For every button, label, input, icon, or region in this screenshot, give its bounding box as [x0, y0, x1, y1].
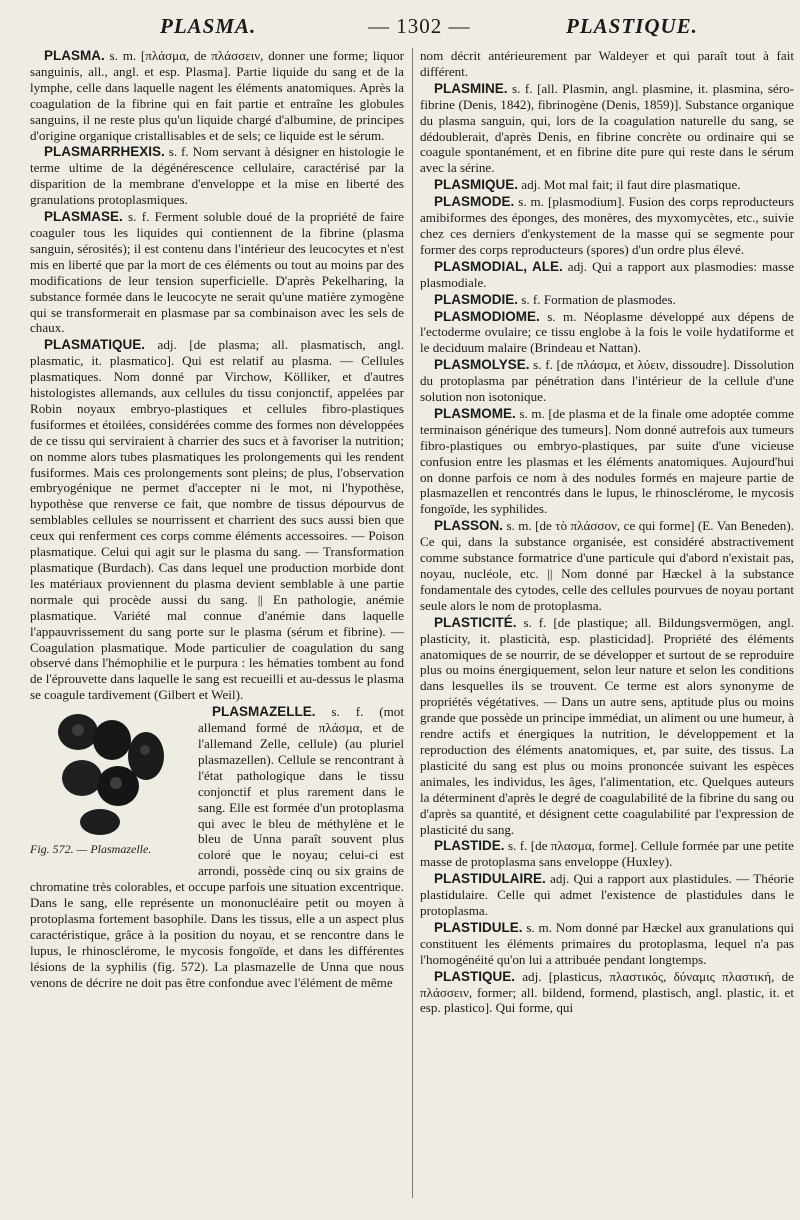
- right-column: [420, 48, 794, 1017]
- entry-text: s. m. [πλάσμα, de πλάσσειν, donner une forme; liquor sanguinis, all., angl. et esp. Plasma]. Partie liquide du sang et de la lymphe, celle dans laquelle nagent les éléments anatomiques. Après la coagulation de la fibrine qui en fait partie et entraîne les globules sanguins, il ne reste plus qu'un liquide chargé d'albumine, de principes d'origine organique cristallisables et de sels; ce liquide est le sérum.: [30, 48, 404, 143]
- entry: [420, 871, 794, 919]
- entry-text: s. f. [de πλασμα, forme]. Cellule formée par une petite masse de protoplasma sans enveloppe (Huxley).: [420, 838, 794, 870]
- entry-text: adj. [plasticus, πλαστικός, δύναμις πλαστική, de πλάσσειν, former; all. bildend, formend, plastisch, angl. plastic, it. et esp. plastico]. Qui forme, qui: [420, 968, 794, 1016]
- entry-text: adj. [de plasma; all. plasmatisch, angl. plasmatic, it. plasmatico]. Qui est relatif au plasma. — Cellules plasmatiques. Nom donné par Virchow, Kölliker, et d'autres histologistes allemands, aux cellules du tissu conjonctif, appelées par Robin noyaux embryo-plastiques et cellules fibro-plastiques fusiformes et étoilées, considérées comme des formes non développées de ce tissu qui serviraient à charrier des sucs et à favoriser la nutrition; on nomme alors tubes plasmatiques les prolongements qui les rendent fusiformes. Mais ces prolongements sont pleins; de plus, l'observation embryogénique ne permet d'accepter ni le mot, ni l'hypothèse, hypothèse que renverse ce fait, que nombre de tissus dépourvus de semblables cellules se nourrissent et charrient des sucs aussi bien que ceux qui renferment ces corps comme éléments accessoires. — Poison plasmatique. Celui qui agit sur le plasma du sang. — Transformation plasmatique (Burdach). Cas dans lequel une production morbide dont les matériaux proviennent du plasma devient semblable à une partie normale qui procède aussi du sang. || En pathologie, anémie plasmatique. Variété mal connue d'anémie dans laquelle l'appauvrissement du sang porte sur le plasma (sérum et fibrine). — Coagulation plasmatique. Mode particulier de coagulation du sang observé dans l'hémophilie et le purpura : les hématies tombent au fond de l'éprouvette dans laquelle le sang est recueilli et au-dessus le plasma se coagule tardivement (Gilbert et Weil).: [30, 337, 404, 703]
- entry-headword: PLASMOME.: [434, 405, 516, 421]
- figure-caption: Fig. 572. — Plasmazelle.: [30, 842, 152, 857]
- entry-text: s. m. [de plasma et de la finale ome adoptée comme terminaison générique des tumeurs]. Nom donné autrefois aux tumeurs fibro-plastiques ou embryo-plastiques, par suite d'une vicieuse confusion entre les plasmas et les éléments anatomiques. Aujourd'hui on donne parfois ce nom à des nodules formés en majeure partie de plasmazellen et rencontrés dans le lupus, le rhinosclérome, le mycosis fongoïde, les syphilides.: [420, 405, 794, 517]
- entry-text: s. f. (mot allemand formé de πλάσμα, et de l'allemand Zelle, cellule) (au pluriel plasmazellen). Cellule se rencontrant à l'état pathologique dans le tissu conjonctif et plus rarement dans le sang. Elle est formée d'un protoplasma qui avec le bleu de méthylène et le bleu de Unna paraît souvent plus coloré que le noyau; celui-ci est arrondi, possède cinq ou six grains de chromatine très colorables, et occupe parfois une situation excentrique. Dans le sang, elle représente un mononucléaire petit ou moyen à protoplasma fortement basophile. Dans les tissus, elle a un aspect plus caractéristique, grâce à la position du noyau, et se rencontre dans le lupus, le rhinosclérome, le mycosis fongoïde, et dans les différentes lésions de la syphilis (fig. 572). La plasmazelle de Unna que nous venons de décrire ne doit pas être confondue avec l'élément de même: [30, 704, 404, 990]
- entry-headword: PLASMINE.: [434, 80, 508, 96]
- entry-text: s. f. Ferment soluble doué de la propriété de faire coaguler tous les liquides qui contiennent de la fibrine (plasma sanguin, sérosités); il est contenu dans l'intérieur des leucocytes et n'est mis en liberté que par la mort de ces éléments ou tout au moins par des modifications de leur tension superficielle. D'après Pekelharing, la substance formée dans le leucocyte ne serait qu'une matière zymogène qui se transformerait en plasmase par sa combinaison avec les sels de chaux.: [30, 209, 404, 336]
- entry-headword: PLASMA.: [44, 48, 105, 63]
- entry-text: s. f. [de πλάσμα, et λύειν, dissoudre]. Dissolution du protoplasma par pénétration dans l'intérieur de la cellule d'une solution non isotonique.: [420, 357, 794, 405]
- entry-headword: PLASTICITÉ.: [434, 614, 517, 630]
- entry: [30, 337, 404, 703]
- entry: [420, 177, 794, 193]
- entry: [420, 406, 794, 517]
- entry: [420, 518, 794, 613]
- entry: [420, 81, 794, 176]
- page-number: — 1302 —: [368, 14, 471, 38]
- entry: [420, 838, 794, 870]
- entry: [420, 615, 794, 838]
- entry-headword: PLASMATIQUE.: [44, 337, 145, 353]
- figure-572: [30, 706, 192, 864]
- entry-headword: PLASTIQUE.: [434, 968, 516, 984]
- entry-text: adj. Qui a rapport aux plastidules. — Théorie plastidulaire. Celle qui admet l'existence de plastidules dans le protoplasma.: [420, 871, 794, 919]
- column-divider: [412, 48, 413, 1198]
- entry-headword: PLASMODE.: [434, 194, 515, 210]
- entry-headword: PLASMAZELLE.: [212, 704, 316, 720]
- entry-text: s. f. Nom servant à désigner en histologie le terme ultime de la dégénérescence cellulaire, caractérisé par la disparition de la membrane d'enveloppe et la mise en liberté des granulations protoplasmiques.: [30, 144, 404, 208]
- plasmazelle-illustration: [50, 706, 180, 836]
- entry: [420, 969, 794, 1017]
- entry-headword: PLASMASE.: [44, 209, 123, 225]
- entry: [420, 194, 794, 258]
- left-column: [30, 48, 404, 991]
- entry: [420, 259, 794, 291]
- header-left-word: PLASMA.: [160, 14, 257, 38]
- entry: [420, 292, 794, 308]
- entry-headword: PLASMARRHEXIS.: [44, 144, 165, 160]
- entry: [30, 48, 404, 143]
- entry: [420, 357, 794, 405]
- entry: [420, 920, 794, 968]
- entry-text: adj. Qui a rapport aux plasmodies: masse plasmodiale.: [420, 258, 795, 290]
- entry-headword: PLASMODIE.: [434, 291, 519, 307]
- header-right-word: PLASTIQUE.: [566, 14, 698, 38]
- running-header: [0, 8, 800, 44]
- entry-text: adj. Mot mal fait; il faut dire plasmatique.: [518, 177, 741, 193]
- entry-headword: PLASTIDE.: [434, 838, 505, 854]
- entry-headword: PLASMODIAL, ALE.: [434, 258, 563, 274]
- entry-continuation: [420, 48, 794, 80]
- entry-text: s. m. Nom donné par Hæckel aux granulations qui constituent les éléments primaires du protoplasma, lequel n'a pas l'homogénéité qu'on lui a attribuée pendant longtemps.: [420, 919, 794, 967]
- entry-headword: PLASMIQUE.: [434, 177, 519, 193]
- entry-headword: PLASSON.: [434, 518, 504, 534]
- entry-headword: PLASMODIOME.: [434, 308, 540, 324]
- entry-headword: PLASTIDULAIRE.: [434, 871, 546, 887]
- entry-text: s. m. [plasmodium]. Fusion des corps reproducteurs amibiformes des éponges, des monères, des myxomycètes, etc., suivie chez ces derniers d'enkystement de la masse qui se segmente pour former des corps reproducteurs (spores) d'un ordre plus élevé.: [420, 194, 794, 257]
- entry-text: s. m. [de τὸ πλάσσον, ce qui forme] (E. Van Beneden). Ce qui, dans la substance organisée, est considéré abstractivement comme substance formatrice d'une particule qui d'abord n'existait pas, noyau, nucléole, etc. || Nom donné par Hæckel à la substance fondamentale des cytodes, celle des cellules pourvues de noyau portant seule alors le nom de protoplasma.: [420, 518, 794, 613]
- entry-text: s. f. [de plastique; all. Bildungsvermögen, angl. plasticity, it. plasticità, esp. plasticidad]. Propriété des éléments anatomiques de se nourrir, de se développer et surtout de se reproduire plus ou moins énergiquement, selon leur nature et selon les conditions dans lesquelles ils se trouvent. Ce terme est alors synonyme de propriétés végétatives. — Dans un autre sens, aptitude plus ou moins grande que possède un principe immédiat, un aliment ou une humeur, à rendre actifs et énergiques la nutrition, le développement et la reproduction des éléments anatomiques, et, par suite, des tissus. La plasticité du sang est plus ou moins prononcée suivant les espèces animales, les individus, les âges, l'alimentation, etc. Quelques auteurs la déterminent d'après le degré de coagulabilité de la fibrine du sang ou d'après sa quantité, et désignent cette coagulabilité par l'expression de plasticité du sang.: [420, 614, 794, 837]
- entry-headword: PLASMOLYSE.: [434, 357, 530, 373]
- entry-text: nom décrit antérieurement par Waldeyer et qui paraît tout à fait différent.: [420, 48, 794, 79]
- entry-headword: PLASTIDULE.: [434, 919, 523, 935]
- entry: [30, 144, 404, 208]
- entry: [420, 309, 794, 357]
- entry-text: s. m. Néoplasme développé aux dépens de l'ectoderme ovulaire; ce tissu englobe à la fois le voile hydatiforme et le deciduum malaire (Brindeau et Nattan).: [420, 308, 794, 356]
- entry: [30, 209, 404, 336]
- entry-text: s. f. [all. Plasmin, angl. plasmine, it. plasmina, séro-fibrine (Denis, 1842), fibrinogène (Denis, 1859)]. Substance organique du plasma sanguin, qui, lors de la coagulation naturelle du sang, se dédoublerait, d'après Denis, en fibrine concrète ou ordinaire qui se coagule spontanément, et en fibrine dite pure qui reste dans le sérum avec la sérine.: [420, 80, 794, 176]
- entry-text: s. f. Formation de plasmodes.: [518, 291, 676, 307]
